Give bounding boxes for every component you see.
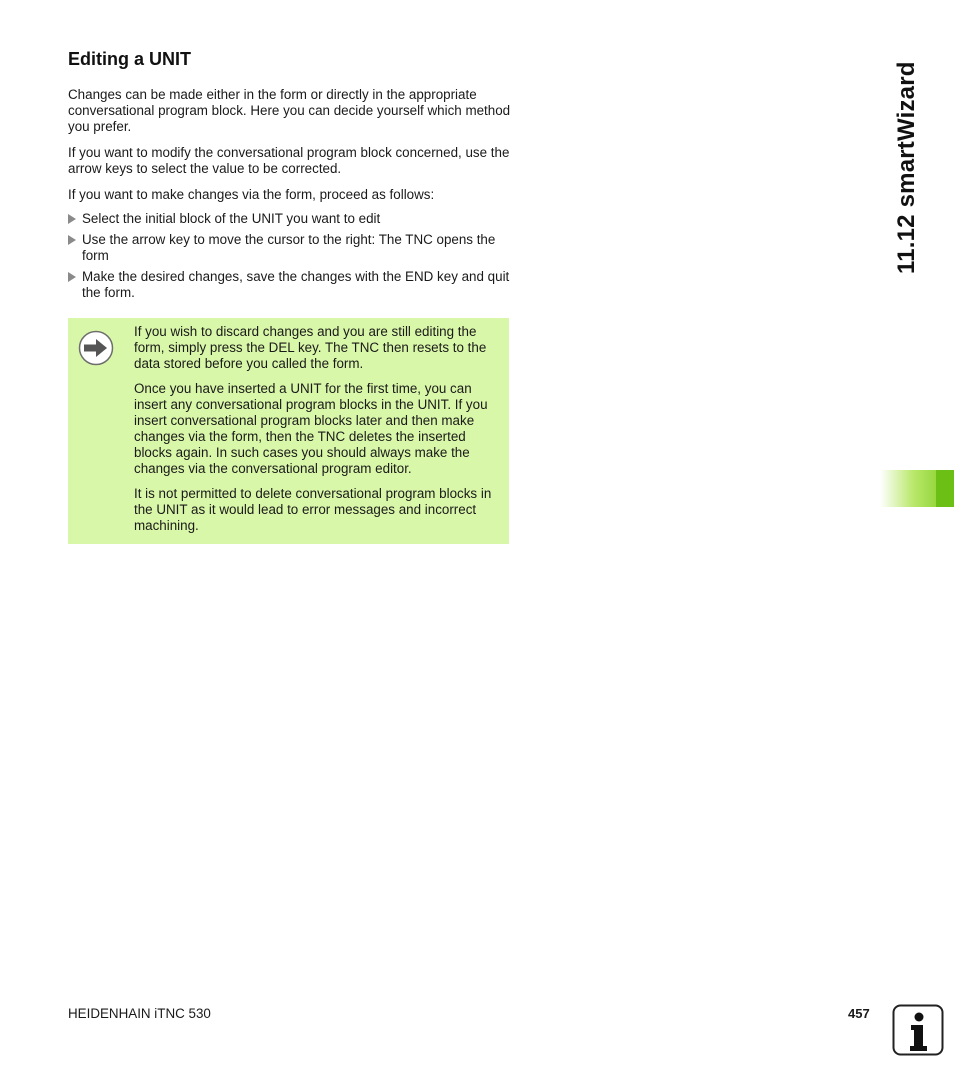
- note-insert-paragraph: Once you have inserted a UNIT for the first time, you can insert any conversational program blocks in the UNIT. If you insert conversational program blocks later and then make changes via the form, then the TNC deletes the inserted blocks again. In such cases you should always make the changes via the conversational program editor.: [134, 381, 488, 476]
- step-bullet-icon: [68, 235, 76, 245]
- form-procedure-paragraph: If you want to make changes via the form, proceed as follows:: [68, 187, 435, 202]
- arrow-keys-paragraph: If you want to modify the conversational program block concerned, use the arrow keys to select the value to be corrected.: [68, 145, 510, 176]
- procedure-step-text: Make the desired changes, save the changes with the END key and quit the form.: [82, 269, 510, 300]
- procedure-step: [68, 211, 513, 227]
- note-text: [134, 324, 502, 543]
- info-icon: [892, 1004, 944, 1056]
- step-bullet-icon: [68, 272, 76, 282]
- chapter-tab-edge: [936, 470, 954, 507]
- arrow-right-icon: [78, 330, 114, 366]
- section-heading: Editing a UNIT: [68, 49, 191, 69]
- procedure-step: [68, 269, 513, 301]
- footer-product: HEIDENHAIN iTNC 530: [68, 1006, 211, 1021]
- intro-paragraph: Changes can be made either in the form or directly in the appropriate conversational program block. Here you can decide yourself which method you prefer.: [68, 87, 511, 134]
- page-number: 457: [848, 1006, 870, 1021]
- step-bullet-icon: [68, 214, 76, 224]
- note-box: [68, 318, 509, 544]
- chapter-title: 11.12 smartWizard: [893, 61, 920, 274]
- procedure-step: [68, 232, 513, 264]
- procedure-step-text: Use the arrow key to move the cursor to the right: The TNC opens the form: [82, 232, 496, 263]
- note-delete-paragraph: It is not permitted to delete conversational program blocks in the UNIT as it would lead to error messages and incorrect machining.: [134, 486, 492, 533]
- procedure-steps-list: [68, 211, 513, 306]
- note-discard-paragraph: If you wish to discard changes and you are still editing the form, simply press the DEL key. The TNC then resets to the data stored before you called the form.: [134, 324, 487, 371]
- procedure-step-text: Select the initial block of the UNIT you want to edit: [82, 211, 381, 226]
